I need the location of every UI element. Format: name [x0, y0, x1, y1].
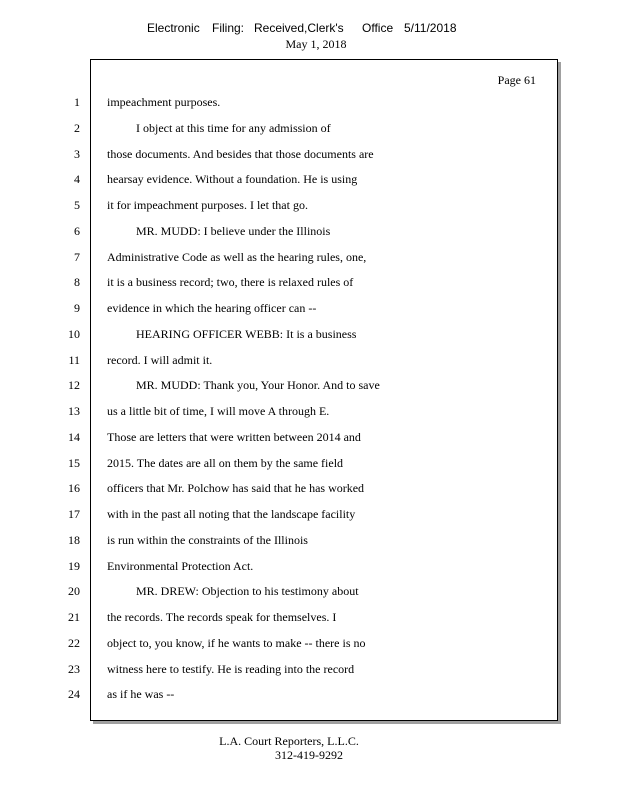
line-number: 20: [68, 584, 80, 598]
line-number: 17: [68, 507, 80, 521]
line-number: 5: [74, 198, 80, 212]
line-text: hearsay evidence. Without a foundation. He is using: [107, 172, 358, 186]
line-number: 11: [68, 353, 80, 367]
court-reporter-name: L.A. Court Reporters, L.L.C.: [219, 734, 359, 748]
page-number: Page 61: [497, 73, 536, 87]
line-number: 1: [74, 95, 80, 109]
line-text: Environmental Protection Act.: [107, 559, 254, 573]
filing-word: Office: [362, 21, 394, 35]
line-text: MR. MUDD: Thank you, Your Honor. And to save: [136, 378, 380, 392]
line-number: 21: [68, 610, 80, 624]
line-number: 2: [74, 121, 80, 135]
line-number: 24: [68, 687, 80, 701]
line-number: 6: [74, 224, 80, 238]
line-text: is run within the constraints of the Illinois: [107, 533, 308, 547]
line-text: as if he was --: [107, 687, 175, 701]
court-reporter-phone: 312-419-9292: [275, 748, 343, 762]
electronic-filing-stamp: [0, 21, 618, 37]
line-text: object to, you know, if he wants to make -- there is no: [107, 636, 366, 650]
line-number: 19: [68, 559, 80, 573]
line-text: witness here to testify. He is reading into the record: [107, 662, 355, 676]
line-number: 16: [68, 481, 80, 495]
filing-word: Received,Clerk's: [254, 21, 344, 35]
filing-word: 5/11/2018: [404, 21, 457, 35]
line-number: 12: [68, 378, 80, 392]
line-text: MR. MUDD: I believe under the Illinois: [136, 224, 331, 238]
line-text: evidence in which the hearing officer can --: [107, 301, 317, 315]
line-text: it for impeachment purposes. I let that go.: [107, 198, 308, 212]
filing-word: Filing:: [212, 21, 245, 35]
line-text: MR. DREW: Objection to his testimony about: [136, 584, 359, 598]
transcript-date: May 1, 2018: [285, 37, 347, 51]
line-number: 10: [68, 327, 80, 341]
line-number: 4: [74, 172, 80, 186]
line-text: it is a business record; two, there is relaxed rules of: [107, 275, 354, 289]
line-number: 9: [74, 301, 80, 315]
line-text: HEARING OFFICER WEBB: It is a business: [136, 327, 357, 341]
line-text: record. I will admit it.: [107, 353, 213, 367]
line-number: 7: [74, 250, 80, 264]
line-number: 8: [74, 275, 80, 289]
line-number: 22: [68, 636, 80, 650]
line-text: officers that Mr. Polchow has said that he has worked: [107, 481, 365, 495]
line-text: us a little bit of time, I will move A through E.: [107, 404, 330, 418]
line-text: Administrative Code as well as the hearing rules, one,: [107, 250, 367, 264]
line-number: 15: [68, 456, 80, 470]
line-number: 18: [68, 533, 80, 547]
line-text: the records. The records speak for themselves. I: [107, 610, 337, 624]
line-number: 23: [68, 662, 80, 676]
line-text: with in the past all noting that the landscape facility: [107, 507, 356, 521]
line-text: 2015. The dates are all on them by the same field: [107, 456, 344, 470]
line-number: 13: [68, 404, 80, 418]
line-number: 14: [68, 430, 80, 444]
line-text: impeachment purposes.: [107, 95, 221, 109]
filing-word: Electronic: [147, 21, 200, 35]
line-number: 3: [74, 147, 80, 161]
line-text: those documents. And besides that those documents are: [107, 147, 374, 161]
line-text: I object at this time for any admission of: [136, 121, 331, 135]
line-text: Those are letters that were written between 2014 and: [107, 430, 361, 444]
